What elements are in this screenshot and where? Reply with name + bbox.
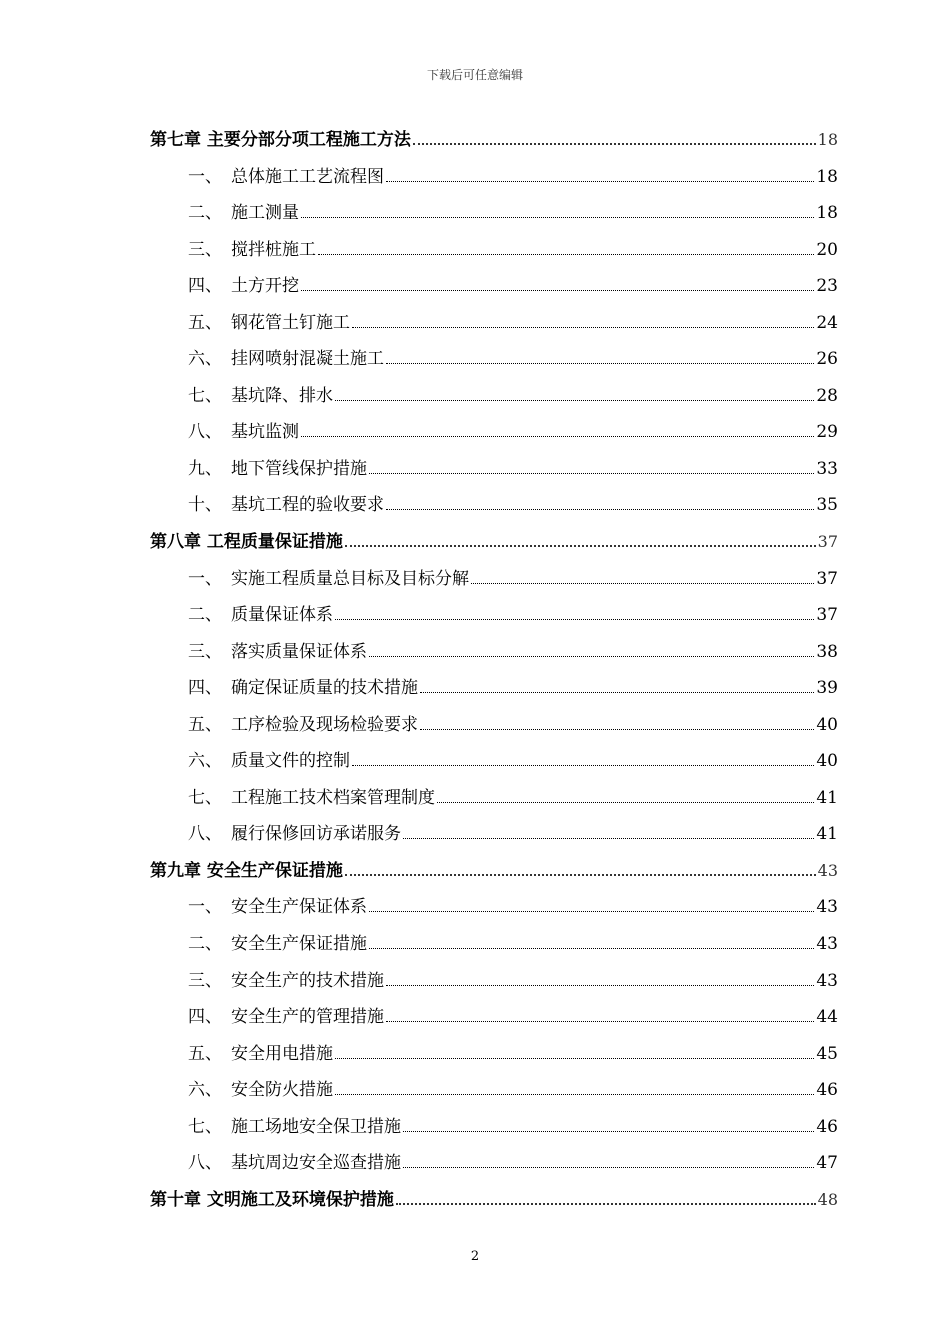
toc-page-number: 40: [816, 714, 838, 735]
toc-chapter-row[interactable]: [150, 524, 838, 561]
toc-page-number: 35: [816, 495, 838, 516]
dot-leader: [352, 764, 814, 766]
toc-item-title: 施工场地安全保卫措施: [231, 1116, 401, 1137]
toc-item-title: 确定保证质量的技术措施: [231, 678, 418, 699]
dot-leader: [471, 582, 814, 584]
toc-item-number: 七、: [188, 1116, 222, 1137]
toc-item-title: 土方开挖: [231, 276, 299, 297]
dot-leader: [420, 728, 814, 730]
toc-item-number: 五、: [188, 714, 222, 735]
dot-leader: [386, 1020, 814, 1022]
dot-leader: [352, 326, 814, 328]
toc-item-row[interactable]: [150, 414, 838, 451]
toc-item-row[interactable]: [150, 195, 838, 232]
toc-item-row[interactable]: [150, 597, 838, 634]
toc-page-number: 33: [816, 458, 838, 479]
toc-item-title: 履行保修回访承诺服务: [231, 824, 401, 845]
toc-chapter-title: 第八章 工程质量保证措施: [150, 532, 343, 553]
toc-item-number: 六、: [188, 349, 222, 370]
toc-item-title: 安全生产保证体系: [231, 897, 367, 918]
toc-item-number: 八、: [188, 824, 222, 845]
toc-item-title: 钢花管土钉施工: [231, 312, 350, 333]
toc-item-row[interactable]: [150, 561, 838, 598]
toc-item-title: 安全生产的技术措施: [231, 970, 384, 991]
toc-item-title: 总体施工工艺流程图: [231, 166, 384, 187]
toc-item-row[interactable]: [150, 268, 838, 305]
toc-item-title: 落实质量保证体系: [231, 641, 367, 662]
toc-page-number: 18: [816, 203, 838, 224]
toc-item-number: 三、: [188, 970, 222, 991]
toc-item-title: 质量文件的控制: [231, 751, 350, 772]
toc-item-number: 四、: [188, 1007, 222, 1028]
toc-item-row[interactable]: [150, 743, 838, 780]
toc-page-number: 47: [816, 1153, 838, 1174]
toc-page-number: 43: [817, 860, 838, 880]
toc-page-number: 43: [816, 897, 838, 918]
toc-page-number: 28: [816, 385, 838, 406]
toc-page-number: 18: [816, 166, 838, 187]
toc-item-number: 五、: [188, 312, 222, 333]
dot-leader: [403, 1130, 814, 1132]
dot-leader: [403, 837, 814, 839]
dot-leader: [335, 618, 814, 620]
toc-chapter-title: 第七章 主要分部分项工程施工方法: [150, 130, 411, 150]
dot-leader: [345, 873, 816, 876]
dot-leader: [369, 655, 814, 657]
toc-item-number: 二、: [188, 203, 222, 224]
toc-page-number: 48: [817, 1189, 838, 1209]
toc-item-number: 二、: [188, 605, 222, 626]
toc-page-number: 46: [816, 1080, 838, 1101]
toc-item-row[interactable]: [150, 707, 838, 744]
toc-page-number: 43: [816, 934, 838, 955]
toc-page-number: 40: [816, 751, 838, 772]
toc-item-title: 质量保证体系: [231, 605, 333, 626]
toc-item-row[interactable]: [150, 1109, 838, 1146]
toc-item-row[interactable]: [150, 487, 838, 524]
toc-item-row[interactable]: [150, 232, 838, 269]
toc-item-row[interactable]: [150, 816, 838, 853]
toc-item-title: 基坑降、排水: [231, 385, 333, 406]
toc-chapter-row[interactable]: [150, 122, 838, 159]
dot-leader: [369, 910, 814, 912]
page-header: 下载后可任意编辑: [426, 68, 523, 82]
dot-leader: [386, 180, 814, 182]
toc-item-title: 挂网喷射混凝土施工: [231, 349, 384, 370]
toc-page-number: 37: [816, 605, 838, 626]
dot-leader: [403, 1166, 814, 1168]
toc-item-row[interactable]: [150, 1036, 838, 1073]
toc-page-number: 24: [816, 312, 838, 333]
toc-item-title: 实施工程质量总目标及目标分解: [231, 568, 469, 589]
toc-page-number: 39: [816, 678, 838, 699]
toc-item-number: 七、: [188, 787, 222, 808]
toc-item-number: 四、: [188, 276, 222, 297]
toc-chapter-row[interactable]: [150, 1182, 838, 1219]
toc-item-row[interactable]: [150, 159, 838, 196]
toc-page-number: 18: [817, 130, 838, 149]
toc-item-row[interactable]: [150, 634, 838, 671]
toc-item-number: 十、: [188, 495, 222, 516]
dot-leader: [369, 947, 814, 949]
toc-item-number: 一、: [188, 166, 222, 187]
toc-page-number: 38: [816, 641, 838, 662]
toc-item-title: 工序检验及现场检验要求: [231, 714, 418, 735]
toc-item-number: 一、: [188, 568, 222, 589]
toc-item-number: 六、: [188, 1080, 222, 1101]
page-number: 2: [470, 1249, 480, 1264]
toc-item-number: 四、: [188, 678, 222, 699]
toc-item-title: 基坑工程的验收要求: [231, 495, 384, 516]
toc-item-title: 地下管线保护措施: [231, 458, 367, 479]
toc-item-number: 五、: [188, 1043, 222, 1064]
dot-leader: [386, 362, 814, 364]
toc-item-row[interactable]: [150, 378, 838, 415]
toc-page-number: 41: [816, 824, 838, 845]
dot-leader: [386, 984, 814, 986]
toc-page-number: 41: [816, 787, 838, 808]
toc-item-title: 安全生产保证措施: [231, 934, 367, 955]
toc-item-row[interactable]: [150, 926, 838, 963]
toc-page-number: 45: [816, 1043, 838, 1064]
table-of-contents: [150, 122, 838, 1218]
toc-page-number: 37: [816, 568, 838, 589]
toc-page-number: 26: [816, 349, 838, 370]
dot-leader: [437, 801, 814, 803]
toc-item-title: 施工测量: [231, 203, 299, 224]
toc-item-row[interactable]: [150, 963, 838, 1000]
toc-item-row[interactable]: [150, 341, 838, 378]
toc-item-number: 八、: [188, 422, 222, 443]
toc-item-title: 工程施工技术档案管理制度: [231, 787, 435, 808]
toc-page-number: 43: [816, 970, 838, 991]
toc-page-number: 37: [817, 532, 838, 552]
dot-leader: [396, 1202, 816, 1205]
dot-leader: [335, 1093, 814, 1095]
dot-leader: [335, 1057, 814, 1059]
toc-item-number: 三、: [188, 239, 222, 260]
toc-page-number: 29: [816, 422, 838, 443]
toc-item-row[interactable]: [150, 1072, 838, 1109]
toc-item-row[interactable]: [150, 889, 838, 926]
toc-item-number: 七、: [188, 385, 222, 406]
toc-item-row[interactable]: [150, 451, 838, 488]
dot-leader: [318, 253, 814, 255]
dot-leader: [420, 691, 814, 693]
toc-item-title: 基坑周边安全巡查措施: [231, 1153, 401, 1174]
toc-chapter-title: 第九章 安全生产保证措施: [150, 860, 343, 881]
toc-item-row[interactable]: [150, 670, 838, 707]
dot-leader: [386, 508, 814, 510]
toc-page-number: 46: [816, 1116, 838, 1137]
dot-leader: [301, 435, 814, 437]
toc-chapter-row[interactable]: [150, 853, 838, 890]
toc-item-row[interactable]: [150, 999, 838, 1036]
toc-item-title: 搅拌桩施工: [231, 239, 316, 260]
toc-page-number: 20: [816, 239, 838, 260]
toc-item-number: 九、: [188, 458, 222, 479]
toc-item-number: 六、: [188, 751, 222, 772]
toc-item-number: 八、: [188, 1153, 222, 1174]
toc-item-row[interactable]: [150, 1145, 838, 1182]
dot-leader: [301, 216, 814, 218]
dot-leader: [335, 399, 814, 401]
dot-leader: [369, 472, 814, 474]
toc-item-number: 二、: [188, 934, 222, 955]
toc-item-title: 安全生产的管理措施: [231, 1007, 384, 1028]
toc-item-number: 三、: [188, 641, 222, 662]
toc-page-number: 23: [816, 276, 838, 297]
dot-leader: [301, 289, 814, 291]
toc-chapter-title: 第十章 文明施工及环境保护措施: [150, 1189, 394, 1210]
dot-leader: [413, 142, 816, 145]
toc-item-title: 基坑监测: [231, 422, 299, 443]
toc-item-number: 一、: [188, 897, 222, 918]
toc-item-row[interactable]: [150, 780, 838, 817]
dot-leader: [345, 544, 816, 547]
toc-item-title: 安全用电措施: [231, 1043, 333, 1064]
toc-item-row[interactable]: [150, 305, 838, 342]
toc-item-title: 安全防火措施: [231, 1080, 333, 1101]
toc-page-number: 44: [816, 1007, 838, 1028]
